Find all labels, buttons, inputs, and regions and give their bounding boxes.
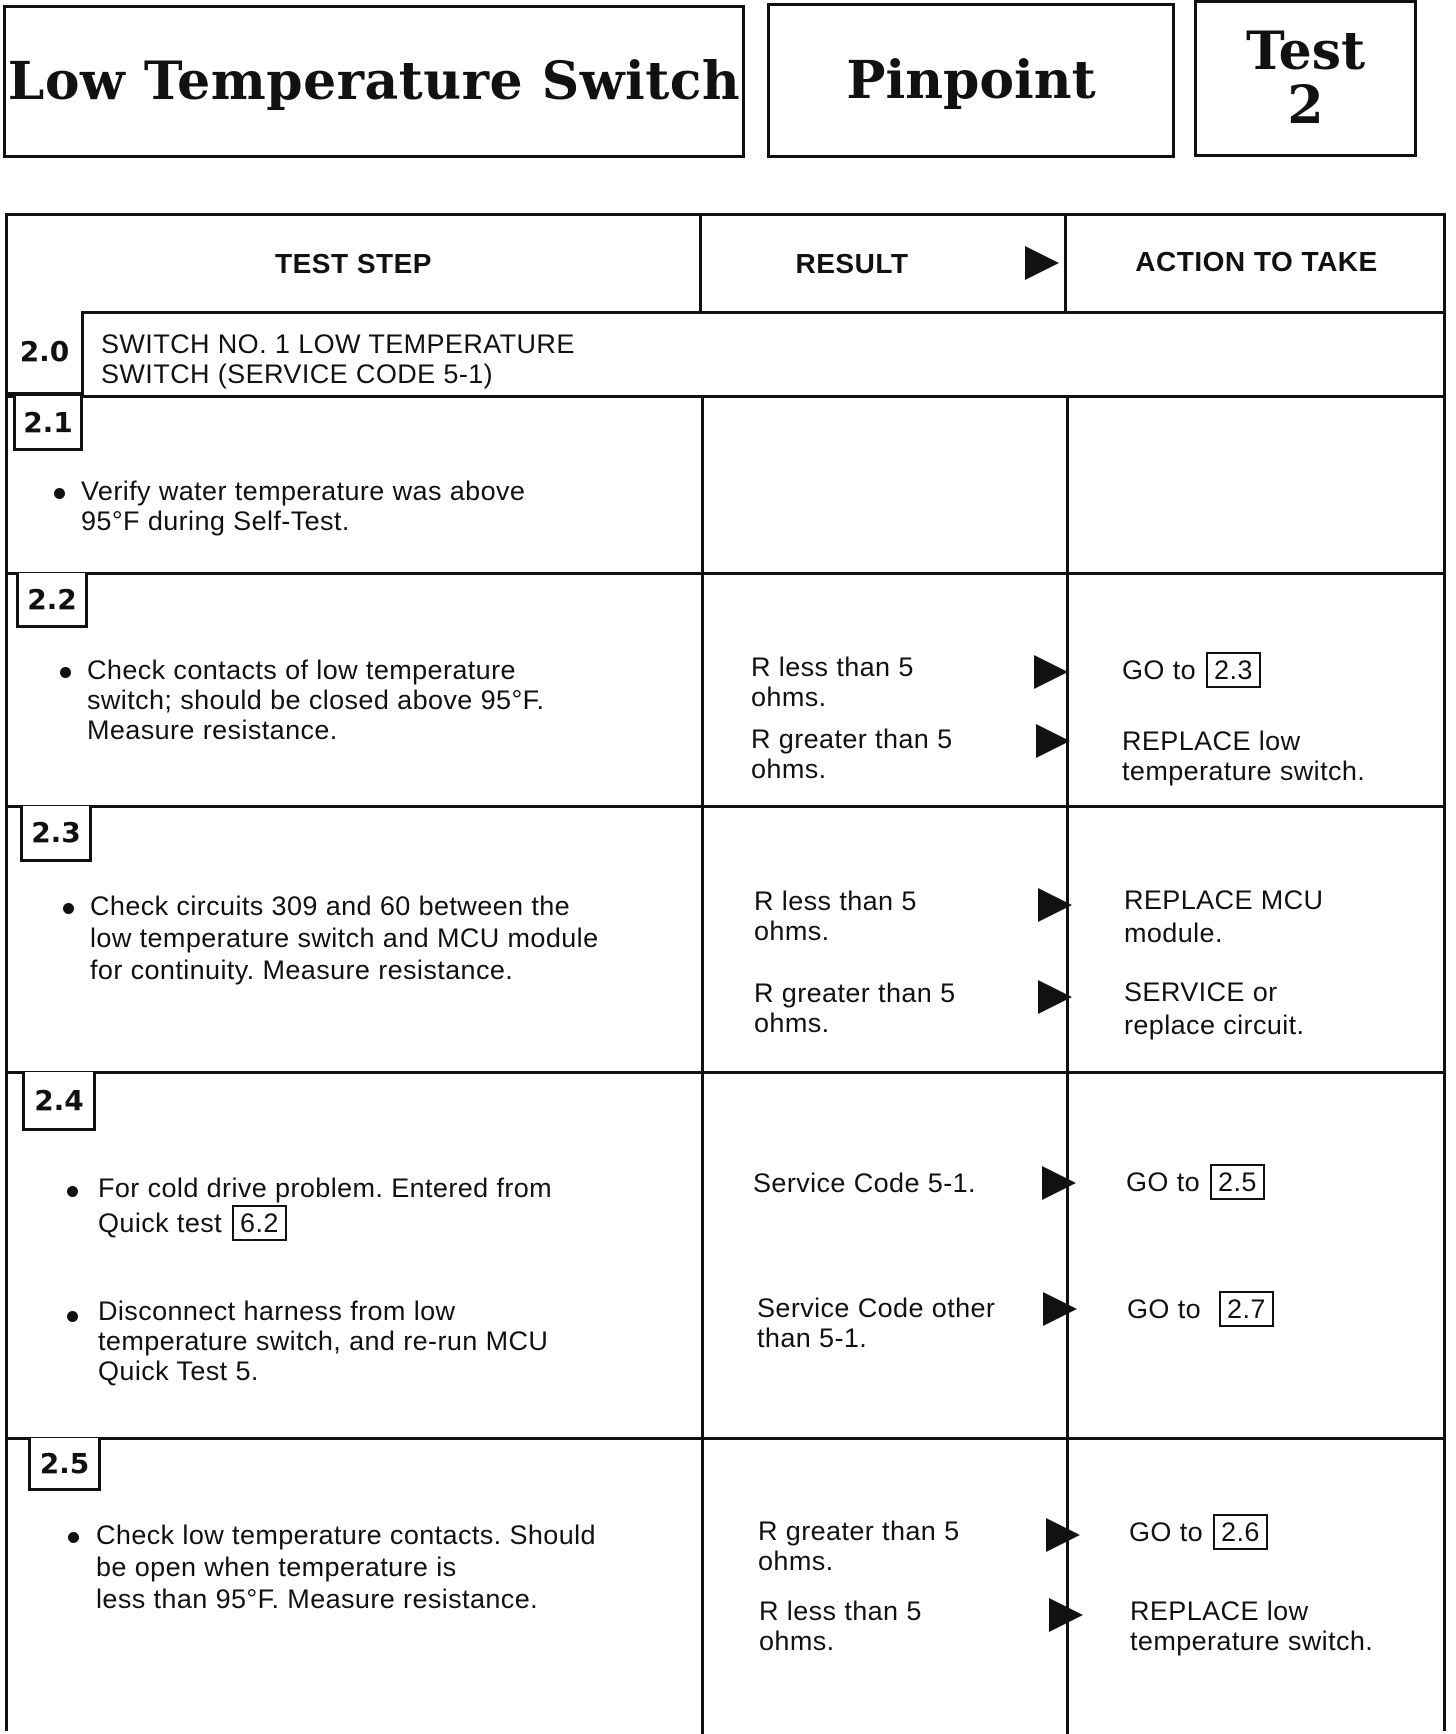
bullet-icon bbox=[63, 903, 74, 914]
result-text bbox=[758, 1516, 960, 1576]
bullet-icon bbox=[60, 667, 71, 678]
row-divider bbox=[8, 311, 1446, 314]
action-label: GO to bbox=[1122, 655, 1197, 685]
step-number: 2.4 bbox=[34, 1083, 84, 1117]
column-header-result: RESULT bbox=[795, 248, 909, 279]
result-line: ohms. bbox=[754, 916, 830, 946]
action-text bbox=[1126, 1164, 1265, 1200]
action-text bbox=[1122, 726, 1365, 786]
row-divider bbox=[8, 805, 1446, 808]
section-number-box bbox=[8, 311, 84, 395]
test-number: 2 bbox=[1287, 74, 1324, 136]
instruction-line: For cold drive problem. Entered from bbox=[98, 1173, 553, 1203]
row-divider bbox=[8, 1071, 1446, 1074]
action-line: temperature switch. bbox=[1130, 1626, 1374, 1656]
step-reference: 2.7 bbox=[1219, 1291, 1274, 1327]
instruction-line: Quick Test 5. bbox=[98, 1356, 259, 1386]
step-reference: 2.6 bbox=[1213, 1514, 1268, 1550]
bullet-icon bbox=[68, 1532, 79, 1543]
step-number-box bbox=[28, 1438, 101, 1491]
step-instruction bbox=[81, 476, 525, 536]
result-arrow-icon bbox=[1046, 1518, 1080, 1552]
step-number-box bbox=[20, 806, 92, 862]
section-number: 2.0 bbox=[19, 335, 70, 368]
result-line: than 5-1. bbox=[757, 1323, 868, 1353]
step-number-box bbox=[16, 573, 88, 628]
result-line: R greater than 5 bbox=[758, 1516, 960, 1546]
result-line: R greater than 5 bbox=[754, 978, 956, 1008]
instruction-line: Check contacts of low temperature bbox=[87, 655, 516, 685]
row-divider bbox=[8, 1437, 1446, 1440]
action-text bbox=[1129, 1514, 1268, 1550]
result-line: R less than 5 bbox=[751, 652, 914, 682]
step-reference: 2.5 bbox=[1210, 1164, 1265, 1200]
action-label: GO to bbox=[1127, 1294, 1202, 1324]
action-text bbox=[1124, 976, 1304, 1042]
result-line: R less than 5 bbox=[754, 886, 917, 916]
result-line: R greater than 5 bbox=[751, 724, 953, 754]
result-text bbox=[753, 1168, 976, 1198]
header-arrow-icon bbox=[1025, 246, 1059, 280]
pinpoint-label bbox=[767, 3, 1175, 158]
result-arrow-icon bbox=[1034, 655, 1068, 689]
step-instruction bbox=[90, 890, 599, 986]
instruction-line: for continuity. Measure resistance. bbox=[90, 955, 514, 985]
result-text bbox=[754, 886, 917, 946]
bullet-icon bbox=[67, 1311, 78, 1322]
result-line: R less than 5 bbox=[759, 1596, 922, 1626]
step-instruction bbox=[98, 1296, 548, 1386]
step-instruction bbox=[96, 1519, 596, 1615]
step-number: 2.2 bbox=[27, 582, 77, 616]
action-line: REPLACE low bbox=[1122, 726, 1301, 756]
step-reference: 2.3 bbox=[1206, 652, 1261, 688]
page-title bbox=[3, 5, 745, 158]
step-number: 2.1 bbox=[23, 405, 73, 439]
action-text bbox=[1122, 652, 1261, 688]
result-line: Service Code other bbox=[757, 1293, 996, 1323]
instruction-line: Check low temperature contacts. Should bbox=[96, 1520, 596, 1550]
test-label: Test bbox=[1245, 21, 1366, 83]
title-text: Low Temperature Switch bbox=[7, 51, 741, 112]
bullet-icon bbox=[54, 488, 65, 499]
result-line: ohms. bbox=[754, 1008, 830, 1038]
pinpoint-test-table bbox=[5, 213, 1446, 1731]
action-text bbox=[1127, 1291, 1274, 1327]
action-text bbox=[1124, 884, 1323, 950]
column-header-test-step: TEST STEP bbox=[275, 248, 432, 279]
section-title-line: SWITCH NO. 1 LOW TEMPERATURE bbox=[101, 329, 575, 359]
instruction-line: temperature switch, and re-run MCU bbox=[98, 1326, 549, 1356]
instruction-line: less than 95°F. Measure resistance. bbox=[96, 1584, 539, 1614]
instruction-line: 95°F during Self-Test. bbox=[81, 506, 350, 536]
step-number: 2.3 bbox=[31, 816, 81, 849]
result-arrow-icon bbox=[1038, 888, 1072, 922]
result-line: ohms. bbox=[751, 754, 827, 784]
result-line: ohms. bbox=[758, 1546, 834, 1576]
action-line: module. bbox=[1124, 918, 1223, 948]
action-text bbox=[1130, 1596, 1373, 1656]
step-number: 2.5 bbox=[39, 1446, 90, 1480]
result-arrow-icon bbox=[1038, 980, 1072, 1014]
step-instruction bbox=[98, 1171, 552, 1241]
result-text bbox=[757, 1293, 995, 1353]
column-header-action: ACTION TO TAKE bbox=[1135, 246, 1378, 277]
bullet-icon bbox=[67, 1186, 78, 1197]
instruction-line: be open when temperature is bbox=[96, 1552, 457, 1582]
action-line: SERVICE or bbox=[1124, 977, 1278, 1007]
result-line: ohms. bbox=[759, 1626, 835, 1656]
result-arrow-icon bbox=[1043, 1292, 1077, 1326]
column-divider bbox=[701, 396, 704, 1734]
instruction-line: Verify water temperature was above bbox=[81, 476, 526, 506]
result-line: ohms. bbox=[751, 682, 827, 712]
instruction-line: Measure resistance. bbox=[87, 715, 338, 745]
step-number-box bbox=[22, 1072, 96, 1131]
section-title bbox=[101, 329, 575, 389]
result-text bbox=[754, 978, 956, 1038]
pinpoint-text: Pinpoint bbox=[846, 50, 1096, 111]
instruction-line: low temperature switch and MCU module bbox=[90, 923, 599, 953]
action-label: GO to bbox=[1129, 1517, 1204, 1547]
instruction-line: Disconnect harness from low bbox=[98, 1296, 456, 1326]
instruction-line: Check circuits 309 and 60 between the bbox=[90, 891, 571, 921]
row-divider bbox=[8, 572, 1446, 575]
result-text bbox=[759, 1596, 922, 1656]
section-title-line: SWITCH (SERVICE CODE 5-1) bbox=[101, 359, 494, 389]
result-arrow-icon bbox=[1049, 1598, 1083, 1632]
test-number-box bbox=[1194, 0, 1417, 157]
action-line: REPLACE low bbox=[1130, 1596, 1309, 1626]
row-divider bbox=[8, 395, 1446, 398]
instruction-line: switch; should be closed above 95°F. bbox=[87, 685, 545, 715]
step-instruction bbox=[87, 655, 544, 745]
instruction-line: Quick test bbox=[98, 1208, 223, 1238]
step-number-box bbox=[13, 396, 83, 451]
result-arrow-icon bbox=[1042, 1166, 1076, 1200]
action-line: replace circuit. bbox=[1124, 1010, 1305, 1040]
result-arrow-icon bbox=[1036, 724, 1070, 758]
result-line: Service Code 5-1. bbox=[753, 1168, 976, 1198]
result-text bbox=[751, 652, 914, 712]
action-line: REPLACE MCU bbox=[1124, 885, 1324, 915]
result-text bbox=[751, 724, 953, 784]
action-label: GO to bbox=[1126, 1167, 1201, 1197]
step-reference: 6.2 bbox=[232, 1205, 287, 1241]
action-line: temperature switch. bbox=[1122, 756, 1366, 786]
